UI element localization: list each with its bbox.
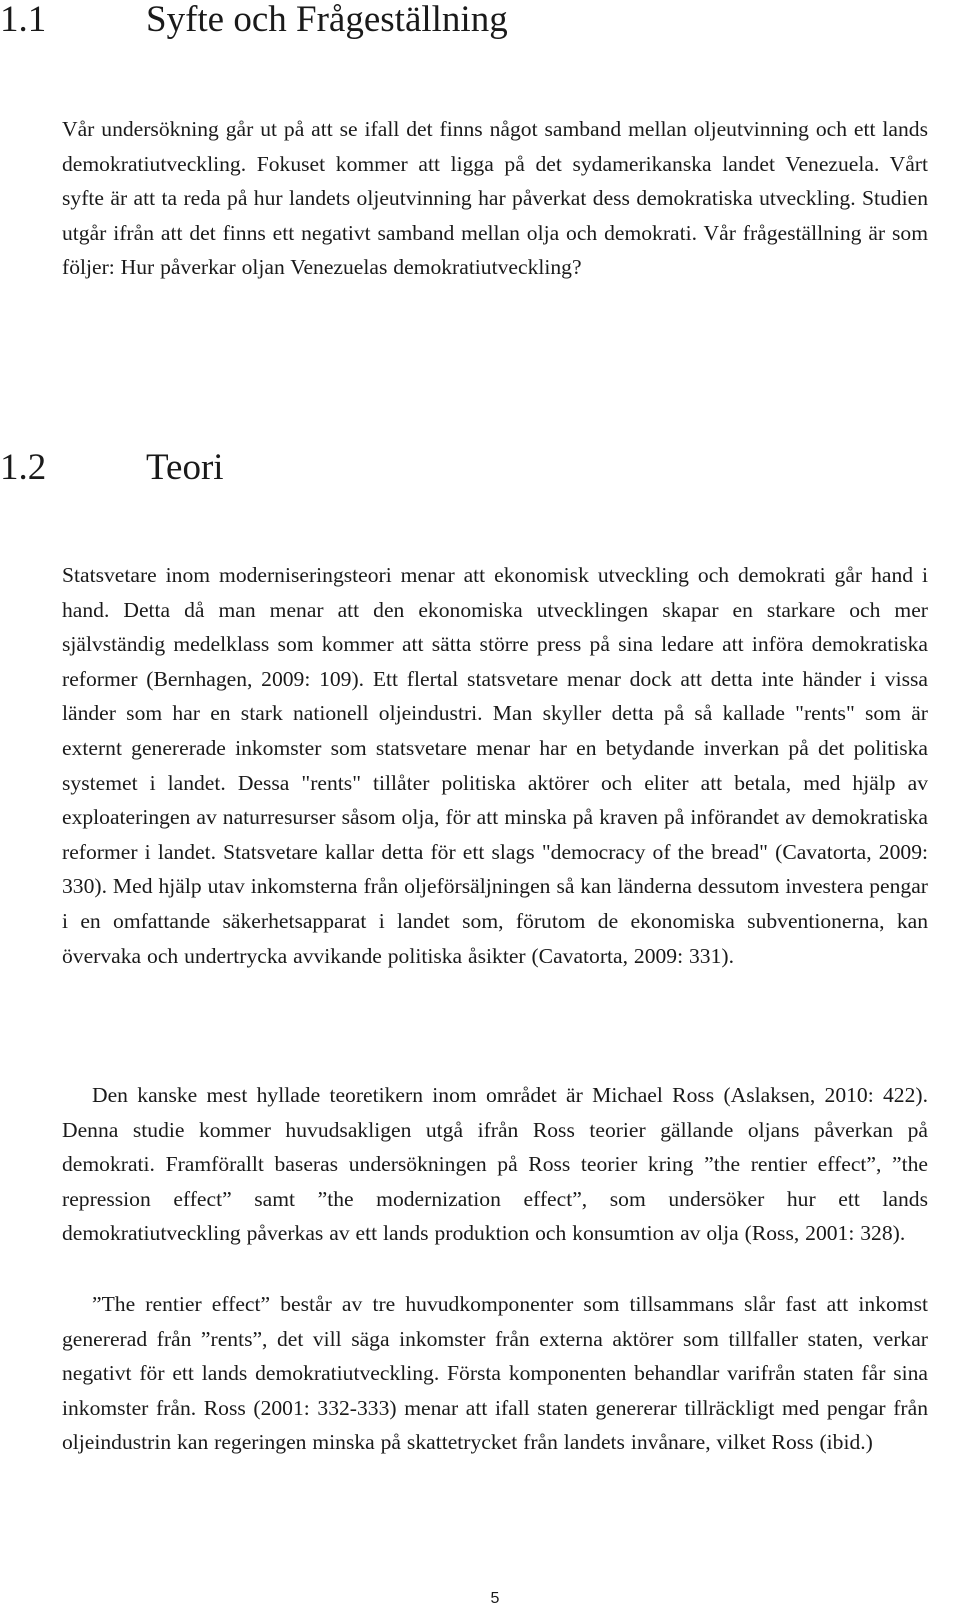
section-number: 1.2 [0,447,47,488]
page-number: 5 [490,1590,500,1607]
section-number: 1.1 [0,0,47,40]
paragraph-syfte: Vår undersökning går ut på att se ifall det finns något samband mellan oljeutvinning och ett lands demokratiutveckling. Fokuset kommer att ligga på det sydamerikanska landet Venezuela. Vårt syfte är att ta reda på hur landets oljeutvinning har påverkat dess demokratiska utveckling. Studien utgår ifrån att det finns ett negativt samband mellan olja och demokrati. Vår frågeställning är som följer: Hur påverkar oljan Venezuelas demokratiutveckling? [62,117,928,280]
section-title: Teori [146,447,224,488]
paragraph-teori-1: Statsvetare inom moderniseringsteori menar att ekonomisk utveckling och demokrati går hand i hand. Detta då man menar att den ekonomiska utvecklingen skapar en starkare och mer självständig medelklass som kommer att sätta större press på sina ledare att införa demokratiska reformer (Bernhagen, 2009: 109). Ett flertal statsvetare menar dock att detta inte händer i vissa länder som har en stark nationell oljeindustri. Man skyller detta på så kallade "rents" som är externt genererade inkomster som statsvetare menar har en betydande inverkan på det politiska systemet i landet. Dessa "rents" tillåter politiska aktörer och eliter att betala, med hjälp av exploateringen av naturresurser såsom olja, för att minska på kraven på införandet av demokratiska reformer i landet. Statsvetare kallar detta för ett slags "democracy of the bread" (Cavatorta, 2009: 330). Med hjälp utav inkomsterna från oljeförsäljningen så kan länderna dessutom investera pengar i en omfattande säkerhetsapparat i landet som, förutom de ekonomiska subventionerna, kan övervaka och undertrycka avvikande politiska åsikter (Cavatorta, 2009: 331). [62,563,928,968]
paragraph-teori-2: Den kanske mest hyllade teoretikern inom området är Michael Ross (Aslaksen, 2010: 422). Denna studie kommer huvudsakligen utgå ifrån Ross teorier gällande oljans påverkan på demokrati. Framförallt baseras undersökningen på Ross teorier kring ”the rentier effect”, ”the repression effect” samt ”the modernization effect”, som undersöker hur ett lands demokratiutveckling påverkas av ett lands produktion och konsumtion av olja (Ross, 2001: 328). [62,1083,928,1246]
section-title: Syfte och Frågeställning [146,0,508,40]
paragraph-teori-3: ”The rentier effect” består av tre huvudkomponenter som tillsammans slår fast att inkomst genererad från ”rents”, det vill säga inkomster från externa aktörer som tillfaller staten, verkar negativt för ett lands demokratiutveckling. Första komponenten behandlar varifrån staten får sina inkomster från. Ross (2001: 332-333) menar att ifall staten genererar tillräckligt med pengar från oljeindustrin kan regeringen minska på skattetrycket från landets invånare, vilket Ross (ibid.) [62,1292,928,1455]
